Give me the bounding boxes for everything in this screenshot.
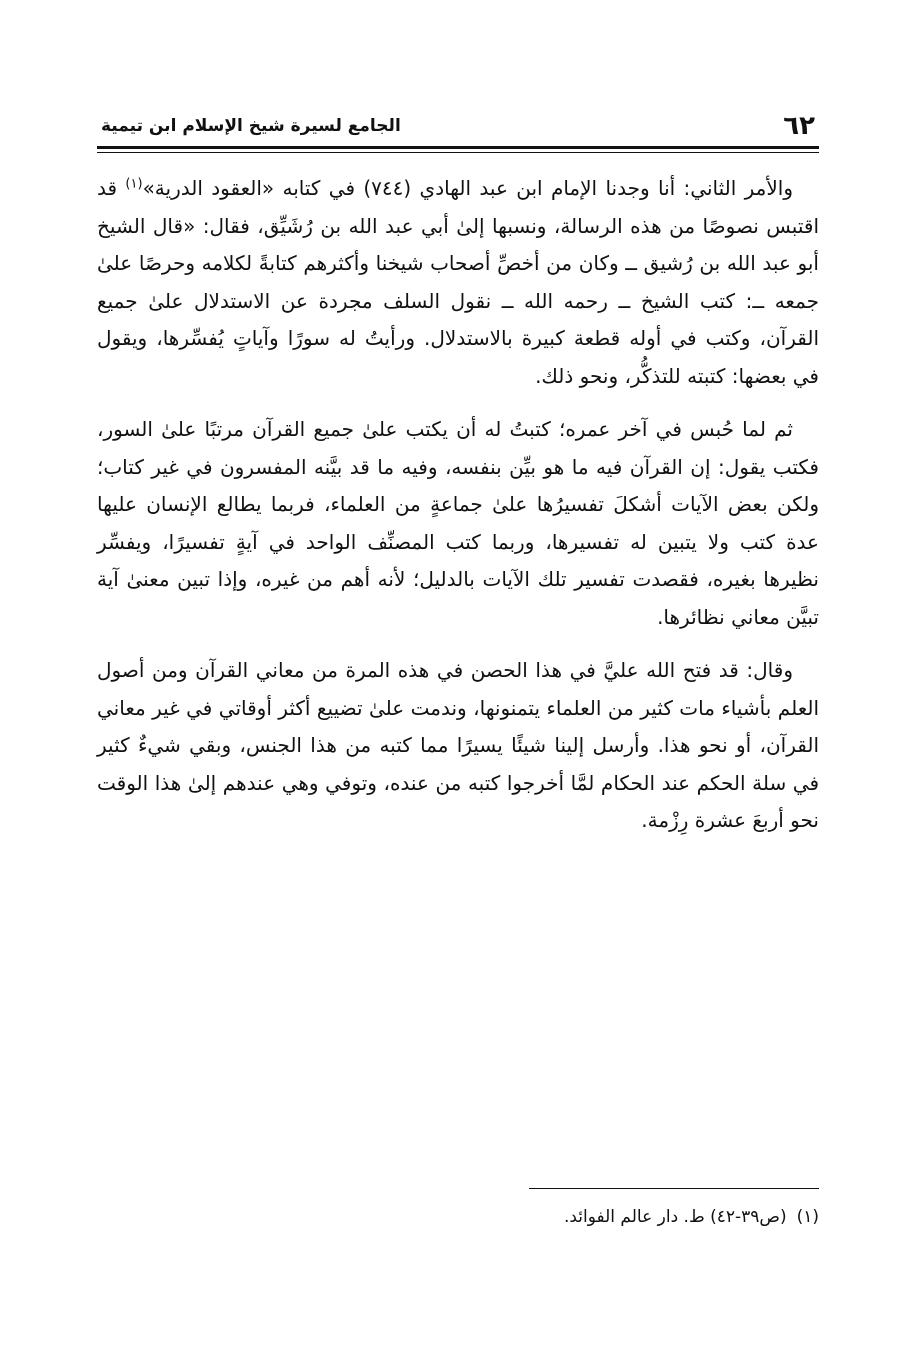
header-rule-thin xyxy=(97,152,819,153)
header-rule xyxy=(97,146,819,149)
paragraph-1-text-start: والأمر الثاني: أنا وجدنا الإمام ابن عبد الهادي (٧٤٤) في كتابه «العقود الدرية» xyxy=(142,176,794,200)
page-number: ٦٢ xyxy=(783,111,815,141)
footnote xyxy=(564,1202,819,1232)
footnote-separator xyxy=(529,1188,819,1189)
book-title: الجامع لسيرة شيخ الإسلام ابن تيمية xyxy=(101,116,401,136)
paragraph-3: وقال: قد فتح الله عليَّ في هذا الحصن في هذه المرة من معاني القرآن ومن أصول العلم بأشياء مات كثير من العلماء يتمنونها، وندمت علىٰ تضييع أكثر أوقاتي في غير معاني القرآن، أو نحو هذا. وأرسل إلينا شيئًا يسيرًا مما كتبه من هذا الجنس، وبقي شيءٌ كثير في سلة الحكم عند الحكام لمَّا أخرجوا كتبه من عنده، وتوفي وهي عندهم إلىٰ هذا الوقت نحو أربعَ عشرة رِزْمة. xyxy=(97,658,819,832)
footnote-marker[interactable]: (١) xyxy=(125,176,143,192)
book-page xyxy=(97,108,819,1268)
paragraph-1-text-end: قد اقتبس نصوصًا من هذه الرسالة، ونسبها إلىٰ أبي عبد الله بن رُشَيِّق، فقال: «قال الشيخ أبو عبد الله بن رُشيق ــ وكان من أخصِّ أصحاب شيخنا وأكثرهم كتابةً لكلامه وحرصًا علىٰ جمعه ــ: كتب الشيخ ــ رحمه الله ــ نقول السلف مجردة عن الاستدلال علىٰ جميع القرآن، وكتب في أوله قطعة كبيرة بالاستدلال. ورأيتُ له سورًا وآياتٍ يُفسِّرها، ويقول في بعضها: كتبته للتذكُّر، ونحو ذلك. xyxy=(97,176,819,388)
footnote-text: (ص٣٩-٤٢) ط. دار عالم الفوائد. xyxy=(563,1207,787,1227)
running-header xyxy=(97,108,819,144)
footnote-number: (١) xyxy=(796,1207,819,1227)
paragraph-1 xyxy=(97,170,819,395)
main-text xyxy=(97,170,819,856)
paragraph-2: ثم لما حُبس في آخر عمره؛ كتبتُ له أن يكتب علىٰ جميع القرآن مرتبًا علىٰ السور، فكتب يقول: إن القرآن فيه ما هو بيِّن بنفسه، وفيه ما قد بيَّنه المفسرون في غير كتاب؛ ولكن بعض الآيات أشكلَ تفسيرُها علىٰ جماعةٍ من العلماء، فربما يطالع الإنسان عليها عدة كتب ولا يتبين له تفسيرها، وربما كتب المصنِّف الواحد في آيةٍ تفسيرًا، ويفسِّر نظيرها بغيره، فقصدت تفسير تلك الآيات بالدليل؛ لأنه أهم من غيره، وإذا تبين معنىٰ آية تبيَّن معاني نظائرها. xyxy=(97,417,819,629)
